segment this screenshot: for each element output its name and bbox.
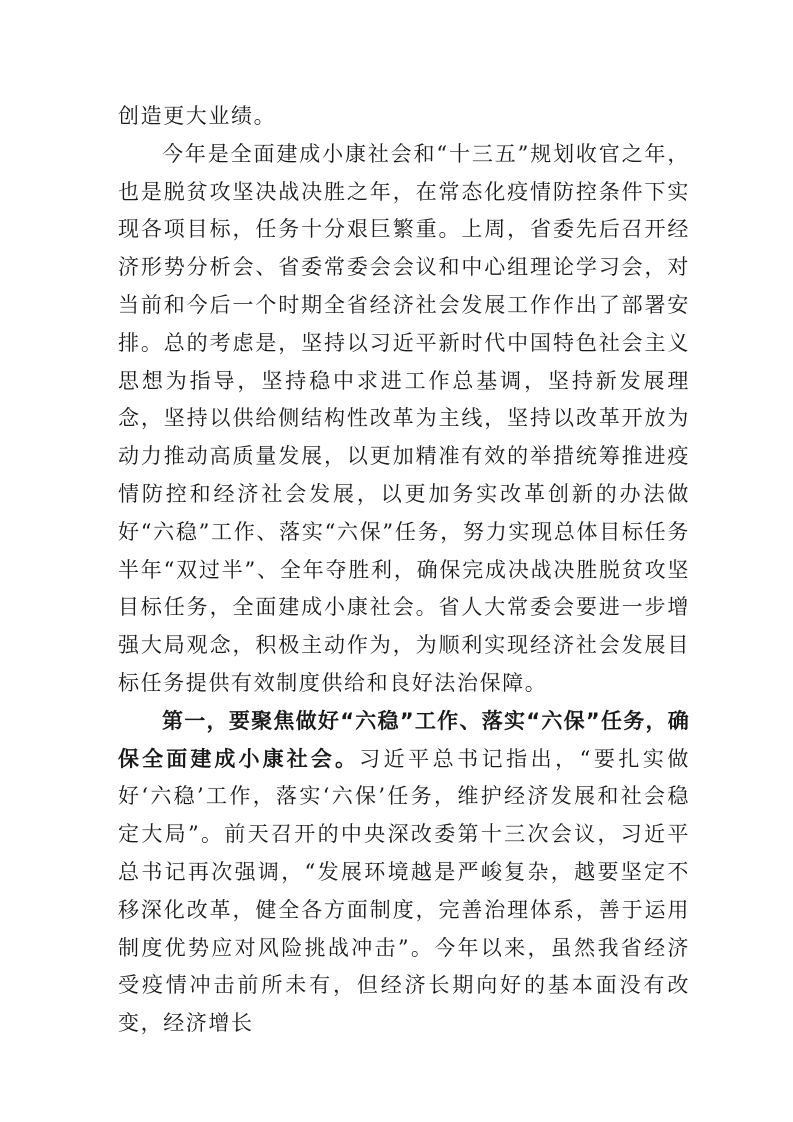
paragraph-overview: 今年是全面建成小康社会和“十三五”规划收官之年，也是脱贫攻坚决战决胜之年，在常态化疫情防控条件下实现各项目标，任务十分艰巨繁重。上周，省委先后召开经济形势分析会、省委常委会会议和中心组理论学习会，对当前和今后一个时期全省经济社会发展工作作出了部署安排。总的考虑是，坚持以习近平新时代中国特色社会主义思想为指导，坚持稳中求进工作总基调，坚持新发展理念，坚持以供给侧结构性改革为主线，坚持以改革开放为动力推动高质量发展，以更加精准有效的举措统筹推进疫情防控和经济社会发展，以更加务实改革创新的办法做好“六稳”工作、落实“六保”任务，努力实现总体目标任务半年“双过半”、全年夺胜利，确保完成决战决胜脱贫攻坚目标任务，全面建成小康社会。省人大常委会要进一步增强大局观念，积极主动作为，为顺利实现经济社会发展目标任务提供有效制度供给和良好法治保障。 bbox=[118, 141, 690, 695]
paragraph-first-point bbox=[118, 703, 690, 1043]
first-point-body: 习近平总书记指出，“要扎实做好‘六稳’工作，落实‘六保’任务，维护经济发展和社会稳定大局”。前天召开的中央深改委第十三次会议，习近平总书记再次强调，“发展环境越是严峻复杂，越要坚定不移深化改革，健全各方面制度，完善治理体系，善于运用制度优势应对风险挑战冲击”。今年以来，虽然我省经济受疫情冲击前所未有，但经济长期向好的基本面没有改变，经济增长 bbox=[118, 746, 691, 1036]
first-point-heading: 第一，要聚焦做好“六稳”工作、落实“六保”任务，确保全面建成小康社会。 bbox=[118, 708, 690, 771]
paragraph-continuation: 创造更大业绩。 bbox=[118, 104, 277, 128]
document-body bbox=[118, 98, 690, 1043]
